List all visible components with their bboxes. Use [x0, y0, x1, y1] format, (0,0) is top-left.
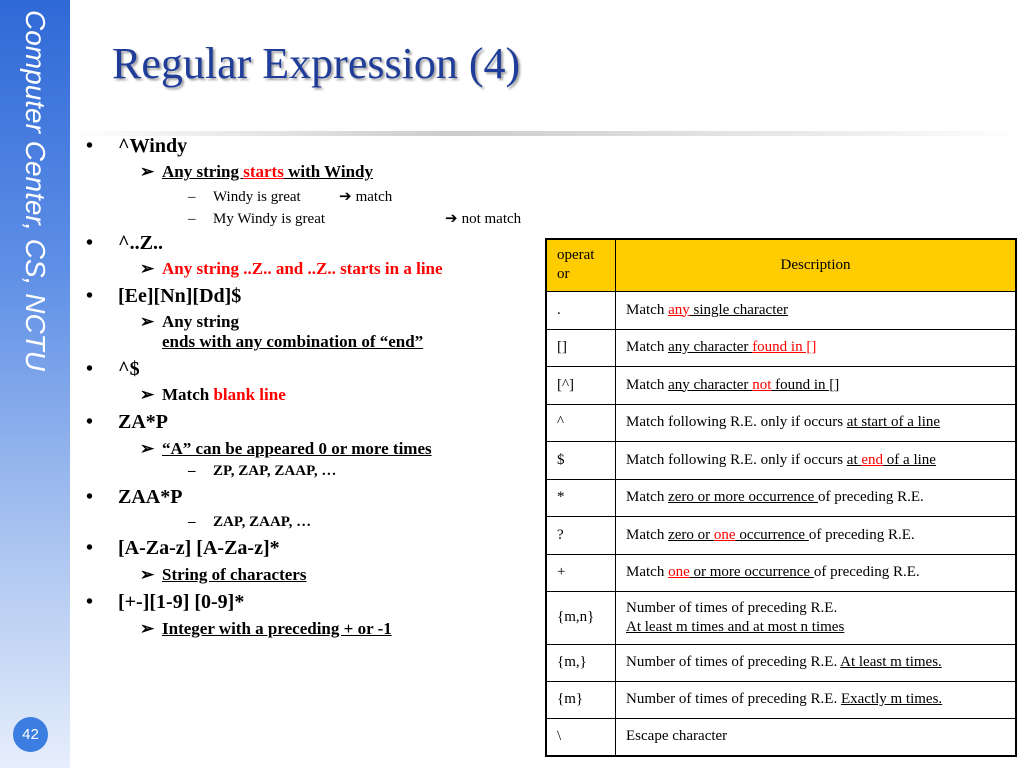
description-fragment: Match following R.E. only if occurs	[626, 451, 847, 468]
example-item: – ZAP, ZAAP, …	[188, 514, 312, 530]
description-fragment: occurrence	[735, 526, 809, 543]
description-cell	[616, 516, 1017, 554]
operator-table	[545, 238, 1017, 757]
bullet-text: ZAA*P	[118, 486, 183, 508]
sub-text: Match blank line	[162, 385, 286, 404]
operator-cell: {m,n}	[546, 591, 616, 644]
description-cell	[616, 441, 1017, 479]
operator-cell: ?	[546, 516, 616, 554]
right-arrow-icon: ➔	[445, 211, 458, 227]
description-fragment: Match	[626, 339, 669, 355]
description-cell	[616, 591, 1017, 644]
description-fragment: any character	[668, 339, 753, 355]
bullet-item: • ^..Z..	[86, 232, 163, 254]
bullet-item: • [+-][1-9] [0-9]*	[86, 591, 245, 613]
table-row	[546, 591, 1016, 644]
description-cell	[616, 644, 1017, 681]
description-fragment: Match	[626, 564, 669, 580]
sub-item: ➢ String of characters	[140, 565, 307, 584]
description-fragment: found in []	[752, 339, 817, 355]
sub-text: “A” can be appeared 0 or more times	[162, 439, 432, 458]
operator-cell: ^	[546, 404, 616, 441]
operator-cell: *	[546, 479, 616, 516]
description-fragment: Exactly m times.	[840, 691, 943, 707]
bullet-text: ZA*P	[118, 411, 168, 433]
sub-item: ➢ Integer with a preceding + or -1	[140, 619, 392, 638]
description-fragment: Match	[626, 526, 669, 543]
bullet-text: [+-][1-9] [0-9]*	[118, 591, 245, 613]
bullet-item: • ZA*P	[86, 411, 168, 433]
description-fragment: at start of a line	[846, 414, 941, 430]
description-fragment: one	[668, 564, 690, 580]
operator-cell: [^]	[546, 366, 616, 404]
description-fragment: zero or more occurrence	[668, 489, 818, 505]
example-result: match	[355, 189, 393, 205]
description-fragment: At least m times and at most n times	[626, 618, 845, 635]
description-fragment: single character	[689, 301, 789, 318]
bullet-item: • [A-Za-z] [A-Za-z]*	[86, 537, 280, 559]
bullet-text: [A-Za-z] [A-Za-z]*	[118, 537, 280, 559]
sub-text: Any string	[162, 312, 239, 331]
description-fragment: Match following R.E. only if occurs	[626, 414, 847, 430]
description-fragment: Match	[626, 376, 669, 393]
right-arrow-icon: ➔	[339, 189, 352, 205]
description-fragment: at	[846, 451, 862, 468]
sidebar-vertical-title: Computer Center, CS, NCTU	[20, 10, 51, 371]
description-cell	[616, 554, 1017, 591]
operator-cell: $	[546, 441, 616, 479]
description-fragment: of preceding R.E.	[813, 564, 920, 580]
sub-item: ➢ Any string starts with Windy	[140, 162, 373, 181]
operator-cell: {m,}	[546, 644, 616, 681]
table-row	[546, 404, 1016, 441]
operator-cell: {m}	[546, 681, 616, 718]
description-cell	[616, 366, 1017, 404]
description-cell	[616, 329, 1017, 366]
description-fragment: Number of times of preceding R.E.	[626, 599, 838, 616]
table-row	[546, 366, 1016, 404]
description-cell	[616, 404, 1017, 441]
operator-cell: \	[546, 718, 616, 756]
sub-text: Any string starts with Windy	[162, 162, 373, 181]
operator-header-line2: or	[557, 266, 570, 283]
description-fragment: Match	[626, 301, 669, 318]
title-divider	[70, 131, 1024, 136]
description-fragment: any	[668, 301, 690, 318]
description-cell	[616, 718, 1017, 756]
description-fragment: of preceding R.E.	[808, 526, 915, 543]
bullet-item: • [Ee][Nn][Dd]$	[86, 285, 242, 307]
bullet-item: • ^$	[86, 358, 140, 380]
table-row	[546, 479, 1016, 516]
description-fragment: Number of times of preceding R.E.	[626, 691, 841, 707]
example-item: – ZP, ZAP, ZAAP, …	[188, 463, 337, 479]
description-fragment: Escape character	[626, 728, 728, 745]
example-text: ZAP, ZAAP, …	[213, 514, 312, 530]
description-fragment: any character	[668, 376, 753, 393]
sub-text: ends with any combination of “end”	[162, 332, 424, 351]
table-row	[546, 644, 1016, 681]
description-fragment: or more occurrence	[689, 564, 814, 580]
table-row	[546, 516, 1016, 554]
sub-text: String of characters	[162, 565, 307, 584]
description-cell	[616, 681, 1017, 718]
description-fragment: of a line	[883, 451, 936, 468]
slide-title: Regular Expression (4)	[112, 39, 521, 88]
table-row	[546, 291, 1016, 329]
sub-item-continuation	[162, 332, 423, 352]
page-number-badge: 42	[13, 717, 48, 752]
sub-text: Any string ..Z.. and ..Z.. starts in a line	[162, 259, 443, 278]
table-header-row	[546, 239, 1016, 291]
description-fragment: zero or	[668, 526, 714, 543]
example-item: – Windy is great ➔ match	[188, 189, 393, 205]
description-fragment: end	[861, 451, 884, 468]
operator-column-header	[546, 239, 616, 291]
description-fragment: Match	[626, 489, 669, 505]
sub-item: ➢ Any string	[140, 312, 239, 331]
description-fragment: found in []	[771, 376, 840, 393]
example-text: My Windy is great	[213, 211, 326, 227]
table-row	[546, 718, 1016, 756]
bullet-text: ^Windy	[118, 135, 188, 157]
table-row	[546, 441, 1016, 479]
description-fragment: not	[752, 376, 772, 393]
table-row	[546, 554, 1016, 591]
bullet-item: • ^Windy	[86, 135, 188, 157]
description-column-header: Description	[616, 239, 1017, 291]
description-fragment: Number of times of preceding R.E.	[626, 654, 841, 670]
operator-cell: .	[546, 291, 616, 329]
bullet-text: [Ee][Nn][Dd]$	[118, 285, 242, 307]
description-cell	[616, 479, 1017, 516]
description-fragment: At least m times.	[840, 654, 942, 670]
description-fragment: of preceding R.E.	[817, 489, 924, 505]
table-row	[546, 681, 1016, 718]
sub-item: ➢ “A” can be appeared 0 or more times	[140, 439, 432, 458]
operator-cell: []	[546, 329, 616, 366]
example-text: Windy is great	[213, 189, 301, 205]
sub-text: Integer with a preceding + or -1	[162, 619, 392, 638]
bullet-text: ^..Z..	[118, 232, 163, 254]
bullet-text: ^$	[118, 358, 140, 380]
operator-header-line1: operat	[557, 247, 595, 264]
example-text: ZP, ZAP, ZAAP, …	[213, 463, 337, 479]
sidebar	[0, 0, 70, 768]
sub-item: ➢ Match blank line	[140, 385, 286, 404]
operator-cell: +	[546, 554, 616, 591]
sub-item: ➢ Any string ..Z.. and ..Z.. starts in a line	[140, 259, 443, 278]
bullet-item: • ZAA*P	[86, 486, 183, 508]
example-item: – My Windy is great ➔ not match	[188, 211, 522, 227]
description-fragment: one	[713, 526, 736, 543]
description-cell	[616, 291, 1017, 329]
table-row	[546, 329, 1016, 366]
example-result: not match	[461, 211, 522, 227]
